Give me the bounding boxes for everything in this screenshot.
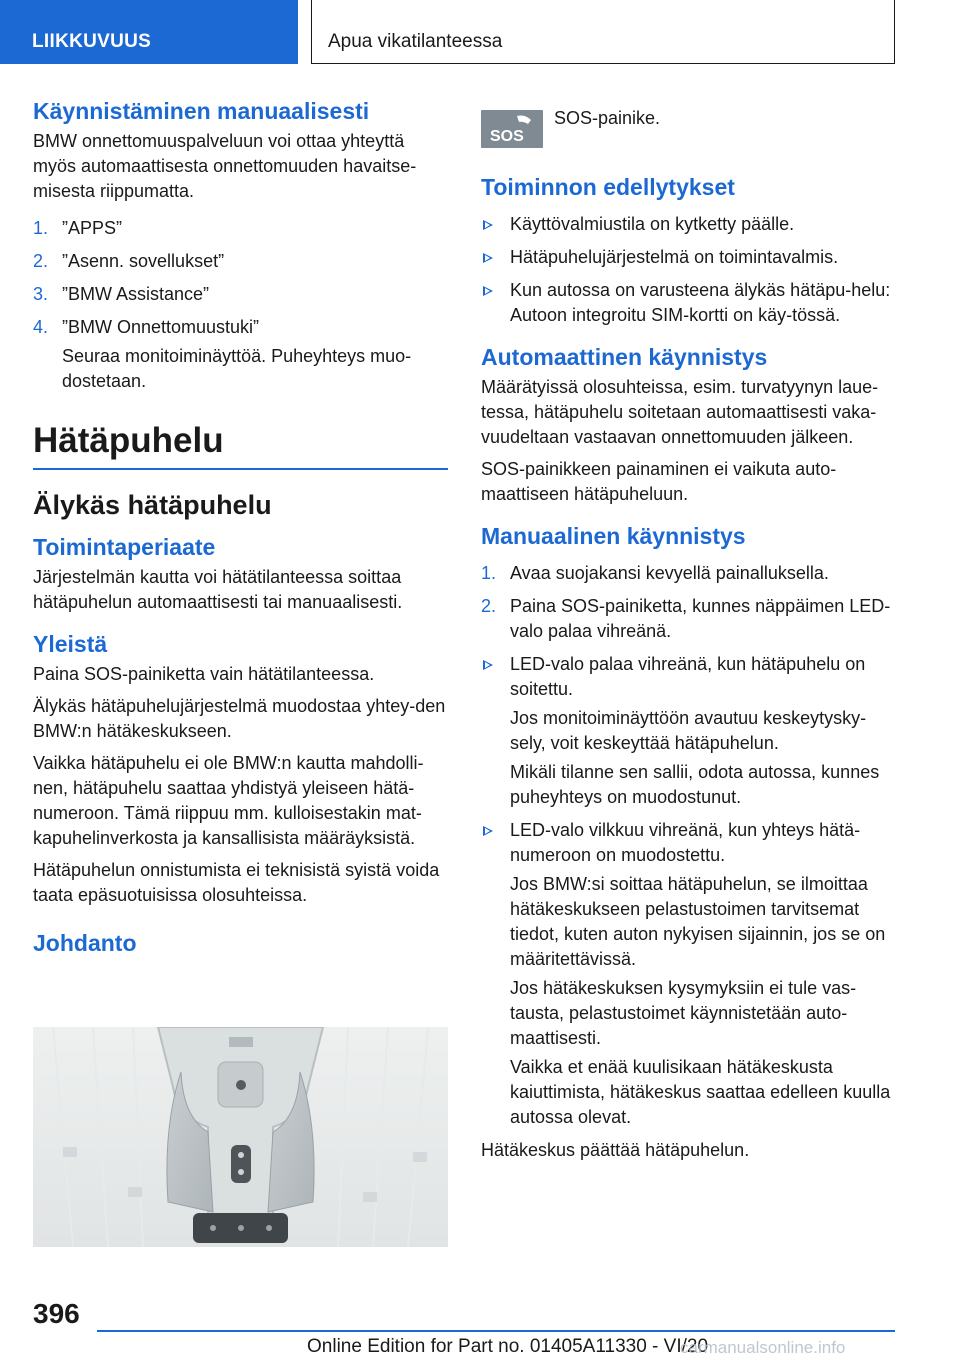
watermark: carmanualsonline.info [680, 1338, 846, 1357]
left-column [33, 96, 448, 961]
step-text: ”Asenn. sovellukset” [62, 251, 225, 271]
sos-caption: SOS-painike. [554, 108, 661, 128]
list-item-note: Mikäli tilanne sen sallii, odota autossa, kunnes puheyhteys on muodostunut. [510, 762, 880, 807]
manual-start-steps [33, 216, 448, 394]
list-item-note: Vaikka et enää kuulisikaan hätäkeskusta kaiuttimista, hätäkeskus saattaa edelleen kuulla autossa olevat. [510, 1057, 891, 1127]
step-number: 1. [33, 218, 49, 238]
right-column [481, 96, 899, 1170]
closing-text: Hätäkeskus päättää hätäpuhelun. [481, 1140, 750, 1160]
list-item-text: Käyttövalmiustila on kytketty päälle. [510, 214, 795, 234]
step-number: 3. [33, 284, 49, 304]
list-item [481, 212, 899, 237]
step-text: ”APPS” [62, 218, 123, 238]
list-item [481, 278, 899, 328]
manual-start-text: BMW onnettomuuspalveluun voi ottaa yhteyttä myös automaattisesta onnettomuuden havaitse-misesta riippumatta. [33, 131, 417, 201]
list-item-note: Jos hätäkeskuksen kysymyksiin ei tule vas-tausta, pelastustoimet käynnistetään auto-maattisesti. [510, 978, 857, 1048]
page-number: 396 [33, 1298, 80, 1329]
footer-divider [97, 1330, 895, 1332]
list-item-text: Hätäpuhelujärjestelmä on toimintavalmis. [510, 247, 839, 267]
step-number: 2. [33, 251, 49, 271]
page-title: Hätäpuhelu [33, 420, 448, 470]
step-item [33, 282, 448, 307]
auto-paragraph: Määrätyissä olosuhteissa, esim. turvatyynyn laue-tessa, hätäpuhelu soitetaan automaattisesti vaka-vuudeltaan vastaavan onnettomuuden jälkeen. [481, 377, 879, 447]
list-item-text: LED-valo palaa vihreänä, kun hätäpuhelu on soitettu. [510, 654, 866, 699]
step-number: 1. [481, 563, 497, 583]
sos-figure [481, 96, 899, 152]
manual-heading: Manuaalinen käynnistys [481, 523, 746, 549]
triangle-bullet-icon [483, 286, 493, 296]
list-item [481, 818, 899, 1130]
step-item [33, 315, 448, 394]
step-item [481, 594, 899, 644]
list-item-note: Jos monitoiminäyttöön avautuu keskeytysky-sely, voit keskeyttää hätäpuhelun. [510, 708, 867, 753]
section-heading: Älykäs hätäpuhelu [33, 490, 272, 520]
prereq-heading: Toiminnon edellytykset [481, 174, 735, 200]
list-item-note: Jos BMW:si soittaa hätäpuhelun, se ilmoittaa hätäkeskukseen pelastustoimen tarvitsemat tiedot, kuten auton nykyisen sijainnin, jos se on määritettävissä. [510, 874, 886, 969]
triangle-bullet-icon [483, 220, 493, 230]
prereq-list [481, 212, 899, 328]
list-item-text: LED-valo vilkkuu vihreänä, kun yhteys hätä-numeroon on muodostettu. [510, 820, 861, 865]
step-number: 4. [33, 317, 49, 337]
led-status-list [481, 652, 899, 1130]
edition-text: Online Edition for Part no. 01405A11330 - VI/20 [307, 1336, 709, 1357]
phone-icon [481, 110, 543, 148]
manual-start-heading: Käynnistäminen manuaalisesti [33, 98, 370, 124]
step-text: Avaa suojakansi kevyellä painalluksella. [510, 563, 829, 583]
auto-paragraph: SOS-painikkeen painaminen ei vaikuta auto-maattiseen hätäpuheluun. [481, 459, 837, 504]
step-note: Seuraa monitoiminäyttöä. Puheyhteys muo-dostetaan. [62, 346, 412, 391]
step-item [481, 561, 899, 586]
step-text: ”BMW Onnettomuustuki” [62, 317, 260, 337]
chapter-title: Apua vikatilanteessa [311, 0, 895, 64]
step-number: 2. [481, 596, 497, 616]
general-heading: Yleistä [33, 631, 108, 657]
step-text: Paina SOS-painiketta, kunnes näppäimen LED-valo palaa vihreänä. [510, 596, 891, 641]
section-tab: LIIKKUVUUS [0, 0, 298, 64]
general-paragraph: Vaikka hätäpuhelu ei ole BMW:n kautta mahdolli-nen, hätäpuhelu saattaa yhdistyä yleiseen hätä-numeroon. Tämä riippuu mm. kulloisestakin mat-kapuhelinverkosta ja kansallisista määräyksistä. [33, 753, 424, 848]
auto-heading: Automaattinen käynnistys [481, 344, 768, 370]
principle-text: Järjestelmän kautta voi hätätilanteessa soittaa hätäpuhelun automaattisesti tai manuaalisesti. [33, 567, 403, 612]
step-item [33, 249, 448, 274]
list-item [481, 245, 899, 270]
manual-steps [481, 561, 899, 644]
general-paragraph: Älykäs hätäpuhelujärjestelmä muodostaa yhtey-den BMW:n hätäkeskukseen. [33, 696, 446, 741]
intro-heading: Johdanto [33, 930, 137, 956]
step-item [33, 216, 448, 241]
list-item [481, 652, 899, 810]
list-item-text: Kun autossa on varusteena älykäs hätäpu-helu: Autoon integroitu SIM-kortti on käy-tössä. [510, 280, 891, 325]
principle-heading: Toimintaperiaate [33, 534, 216, 560]
step-text: ”BMW Assistance” [62, 284, 210, 304]
triangle-bullet-icon [483, 253, 493, 263]
general-paragraph: Paina SOS-painiketta vain hätätilanteessa. [33, 664, 375, 684]
triangle-bullet-icon [483, 826, 493, 836]
triangle-bullet-icon [483, 660, 493, 670]
sos-button-icon [481, 110, 543, 148]
sos-icon-label: SOS [490, 128, 524, 145]
overhead-console-image [33, 1027, 448, 1247]
general-paragraph: Hätäpuhelun onnistumista ei teknisistä syistä voida taata epäsuotuisissa olosuhteissa. [33, 860, 440, 905]
